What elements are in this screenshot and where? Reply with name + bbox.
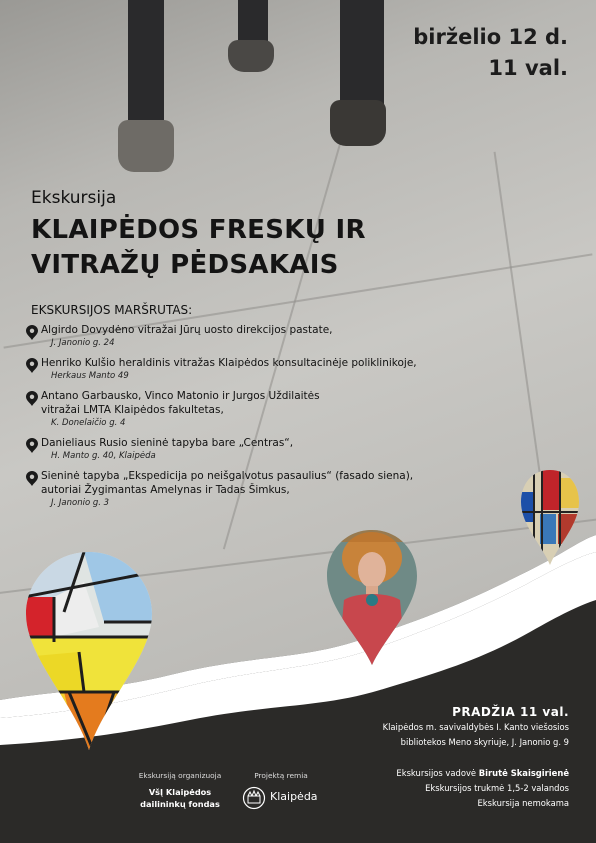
organizer-line-2: dailininkų fondas — [140, 799, 220, 809]
list-item — [26, 356, 456, 383]
guide-name: Birutė Skaisgirienė — [478, 768, 569, 778]
list-item — [26, 436, 456, 463]
location-line-1: Klaipėdos m. savivaldybės I. Kanto viešosios — [382, 722, 569, 732]
stop-address: J. Janonio g. 24 — [51, 338, 115, 348]
list-item — [26, 323, 456, 350]
city-crest-icon — [242, 786, 266, 810]
title-line-2: VITRAŽŲ PĖDSAKAIS — [31, 250, 339, 280]
list-item — [26, 469, 456, 510]
location-line-2: bibliotekos Meno skyriuje, J. Janonio g. 9 — [400, 737, 569, 747]
support-name: Klaipėda — [270, 790, 318, 803]
fresco-pin — [326, 530, 418, 666]
map-pin-icon — [26, 438, 38, 453]
event-date: birželio 12 d. — [413, 25, 568, 49]
guide-info — [396, 766, 569, 811]
start-time: 11 val. — [520, 705, 569, 719]
stop-title: Sieninė tapyba „Ekspedicija po neišgalvotus pasaulius“ (fasado siena), — [41, 470, 414, 482]
map-pin-icon — [26, 325, 38, 340]
stop-address: J. Janonio g. 3 — [51, 498, 110, 508]
stop-title: Henriko Kulšio heraldinis vitražas Klaipėdos konsultacinėje poliklinikoje, — [41, 357, 417, 369]
map-pin-icon — [26, 471, 38, 486]
map-pin-icon — [26, 358, 38, 373]
list-item — [26, 389, 456, 430]
event-kicker: Ekskursija — [31, 188, 117, 208]
route-heading: EKSKURSIJOS MARŠRUTAS: — [31, 303, 193, 317]
guide-prefix: Ekskursijos vadovė — [396, 768, 477, 778]
guide-line — [396, 766, 569, 781]
stop-title-cont: autoriai Žygimantas Amelynas ir Tadas Šimkus, — [41, 484, 290, 496]
stop-address: H. Manto g. 40, Klaipėda — [51, 451, 156, 461]
stop-title-cont: vitražai LMTA Klaipėdos fakultetas, — [41, 404, 224, 416]
organizer-line-1: VšĮ Klaipėdos — [148, 787, 212, 797]
duration: Ekskursijos trukmė 1,5-2 valandos — [425, 783, 569, 793]
organizer-name — [135, 786, 225, 810]
organizer-label: Ekskursiją organizuoja — [138, 771, 222, 780]
route-list — [26, 323, 456, 516]
free-entry: Ekskursija nemokama — [477, 798, 569, 808]
event-time: 11 val. — [488, 56, 568, 80]
start-info — [452, 705, 569, 719]
location-info — [383, 720, 569, 750]
stop-address: K. Donelaičio g. 4 — [51, 418, 126, 428]
stop-title: Antano Garbausko, Vinco Matonio ir Jurgos Uždilaitės — [41, 390, 320, 402]
title-line-1: KLAIPĖDOS FRESKŲ IR — [31, 215, 366, 245]
small-glass-pin — [520, 470, 580, 566]
stained-glass-pin — [24, 552, 154, 752]
page-title — [31, 213, 366, 283]
stop-title: Danieliaus Rusio sieninė tapyba bare „Centras“, — [41, 437, 294, 449]
stop-address: Herkaus Manto 49 — [51, 371, 129, 381]
start-label: PRADŽIA — [452, 705, 516, 719]
event-datetime — [413, 22, 568, 84]
support-label: Projektą remia — [254, 771, 308, 780]
stop-title: Algirdo Dovydėno vitražai Jūrų uosto direkcijos pastate, — [41, 324, 333, 336]
map-pin-icon — [26, 391, 38, 406]
